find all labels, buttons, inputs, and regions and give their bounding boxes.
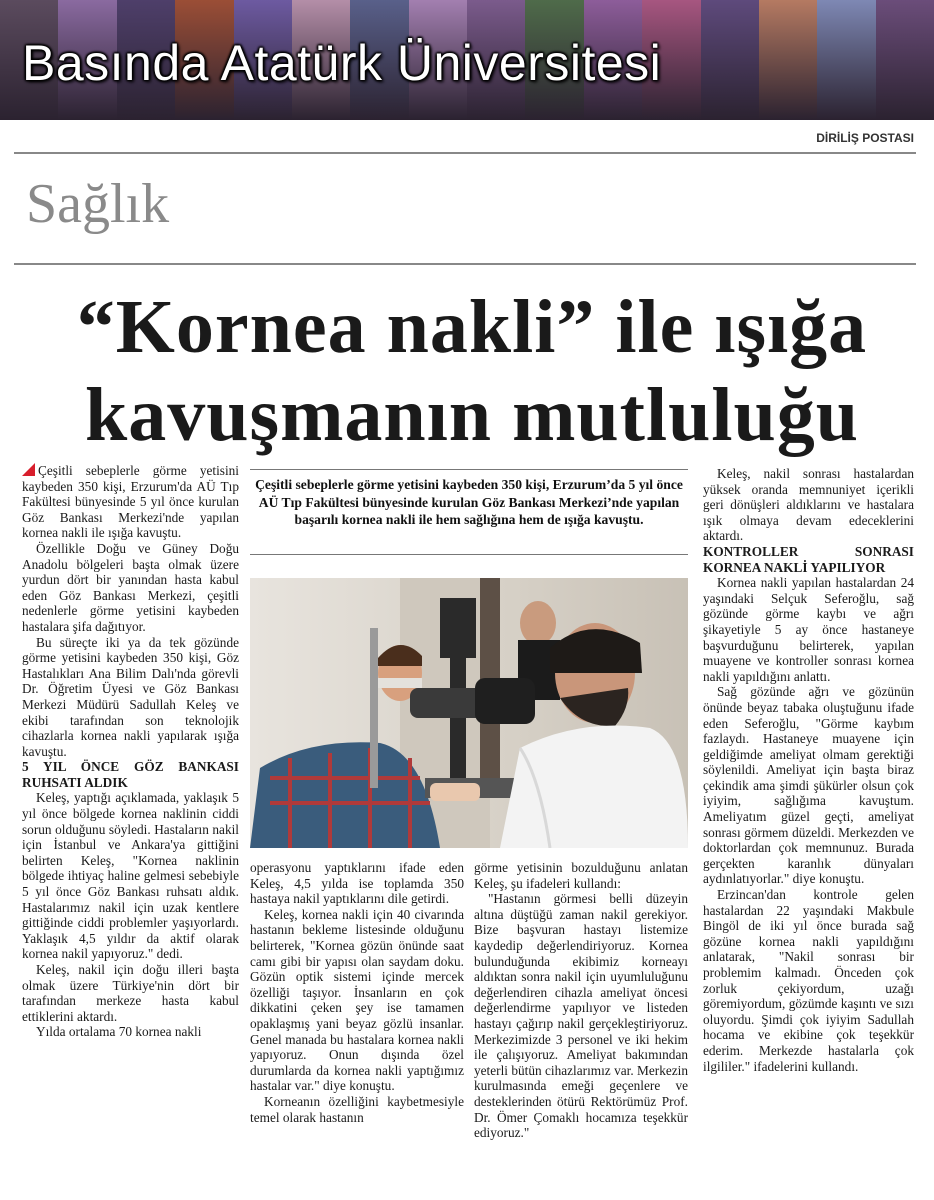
section-title: Sağlık bbox=[26, 173, 170, 235]
paragraph: Keleş, kornea nakli için 40 civarında hastanın bekleme listesinde olduğunu belirterek, "Kornea gözün önünde saat camı gibi bir yapısı olan saydam doku. Gözün optik sistemi içinde mercek özelliği taşıyor. İnsanların en çok dikkatini çeken şey ise tamamen opaklaşmış yani beyaz gözlü insanlar. Genel manada bu hastalara kornea nakli yapıyoruz. Onun dışında özel durumlarda da kornea nakli yaptığımız hastalar var." diye konuştu. bbox=[250, 906, 464, 1094]
paragraph: operasyonu yaptıklarını ifade eden Keleş, 4,5 yılda ise toplamda 350 hastaya nakil yaptıklarını dile getirdi. bbox=[250, 860, 464, 907]
red-triangle-icon bbox=[22, 463, 35, 476]
banner-photo-tile bbox=[876, 0, 934, 120]
article-headline bbox=[24, 283, 920, 459]
newspaper-source: DİRİLİŞ POSTASI bbox=[816, 131, 914, 145]
paragraph: Yılda ortalama 70 kornea nakli bbox=[36, 1024, 202, 1040]
subheading: 5 YIL ÖNCE GÖZ BANKASI RUHSATI ALDIK bbox=[22, 759, 239, 790]
article-column-4 bbox=[703, 466, 914, 1074]
paragraph: "Hastanın görmesi belli düzeyin altına düştüğü zaman nakil gerekiyor. Bize başvuran hastayı listemize kaydedip değerlendiriyoruz. Kornea bulunduğunda ekibimiz korneayı aldıktan sonra nakil için uyumluluğunu değerlendiren cihazla ameliyat öncesi değerlendirme yapılıyor ve listeden hastayı çağırıp nakil gerçekleştiriyoruz. Merkezimizde 3 personel ve iki hekim ile çalışıyoruz. Ameliyat bakımından yeterli bütün cihazlarımız var. Merkezin kurulmasında emeği geçenlere ve desteklerinden ötürü Rektörümüz Prof. Dr. Ömer Çomaklı hocamıza teşekkür ediyoruz." bbox=[474, 891, 688, 1141]
article-column-2 bbox=[250, 860, 464, 1125]
headline-line-1: “Kornea nakli” ile ışığa bbox=[76, 285, 868, 369]
lead-paragraph: Çeşitli sebeplerle görme yetisini kaybeden 350 kişi, Erzurum'da AÜ Tıp Fakültesi bünyesinde 5 yıl önce kurulan Göz Bankası Merkezi'nde yapılan kornea nakli ile ışığa kavuştu. bbox=[22, 463, 239, 541]
paragraph: Keleş, nakil için doğu illeri başta olmak üzere Türkiye'nin dört bir tarafından merkeze hasta kabul ettiklerini aktardı. bbox=[22, 962, 239, 1024]
section-divider bbox=[14, 263, 916, 265]
banner-photo-tile bbox=[759, 0, 817, 120]
paragraph: görme yetisinin bozulduğunu anlatan Keleş, şu ifadeleri kullandı: bbox=[474, 860, 688, 891]
paragraph: Bu süreçte iki ya da tek gözünde görme yetisini kaybeden 350 kişi, Göz Hastalıkları Ana Bilim Dalı'nda görevli Dr. Öğretim Üyesi ve Göz Bankası Merkezi Müdürü Sadullah Keleş ve ekibi tarafından son teknolojik cihazlarla kornea nakli yapılarak ışığa kavuştu. bbox=[22, 634, 239, 759]
paragraph: Sağ gözünde ağrı ve gözünün önünde beyaz tabaka oluştuğunu ifade eden Seferoğlu, "Görme kaybım fazlaydı. Hastaneye muayene için geldiğimde ameliyat olmam gerektiği söylenildi. Ameliyat için başta biraz çekindik ama şimdi şükürler olsun çok iyiyim, sağlığıma kavuştum. Ameliyatım güzel geçti, ameliyat sonrası görmem düzeldi. Merkezden ve doktorlardan çok memnunuz. Burada gerçekten karanlık dünyaları aydınlatıyorlar." diye konuştu. bbox=[703, 684, 914, 887]
top-divider bbox=[14, 152, 916, 154]
photo-illustration bbox=[250, 578, 688, 848]
banner-photo-tile bbox=[701, 0, 759, 120]
article-photo bbox=[250, 578, 688, 848]
paragraph: Keleş, yaptığı açıklamada, yaklaşık 5 yıl önce bölgede kornea naklinin ciddi sorun olduğunu söyledi. Hastaların nakil için İstanbul ve Ankara'ya gittiğini belirten Keleş, "Kornea naklinin bölgede ihtiyaç haline gelmesi sebebiyle 5 yıl önce Göz Bankası ruhsatı aldık. Hastalarımız nakil için uzak kentlere gittiğinde ciddi problemler yaşıyorlardı. Yaklaşık 4,5 yıldır da aktif olarak kornea nakil yapıyoruz." dedi. bbox=[22, 790, 239, 962]
paragraph: Özellikle Doğu ve Güney Doğu Anadolu bölgeleri başta olmak üzere yurdun dört bir yanından hasta kabul eden Göz Bankası Merkezi, çeşitli nedenlerle görme yetisini kaybeden hastalara şifa dağıtıyor. bbox=[22, 540, 239, 634]
headline-line-2: kavuşmanın mutluluğu bbox=[85, 373, 859, 457]
paragraph: Erzincan'dan kontrole gelen hastalardan 22 yaşındaki Makbule Bingöl de iki yıl önce burada sağ gözüne kornea nakli yapıldığını anlatarak, "Nakil sonrası bir problemim kalmadı. Önceden çok zorluk çekiyordum, uzağı göremiyordum, gözümde kaşıntı ve sızı oluyordu. Şimdi çok iyiyim Sadullah hocama ve ekibine çok teşekkür ederim. Merkezde hastalarla çok ilgililer." ifadelerini kullandı. bbox=[703, 887, 914, 1074]
paragraph: Kornea nakli yapılan hastalardan 24 yaşındaki Selçuk Seferoğlu, sağ gözünde görme kaybı ve ağrı şikayetiyle 5 ay önce hastaneye başvurduğunu belirterek, yapılan muayene ve kontroller sonrası kornea nakli yapıldığını anlattı. bbox=[703, 575, 914, 684]
article-column-3 bbox=[474, 860, 688, 1141]
article-column-1 bbox=[22, 463, 239, 1040]
subheading: KONTROLLER SONRASI KORNEA NAKLİ YAPILIYOR bbox=[703, 543, 914, 575]
paragraph: Keleş, nakil sonrası hastalardan yüksek oranda memnuniyet içerikli geri dönüşleri aldıklarını ve hastalara ışık olmaya devam edeceklerini aktardı. bbox=[703, 466, 914, 544]
pull-quote-text: Çeşitli sebeplerle görme yetisini kaybeden 350 kişi, Erzurum’da 5 yıl önce AÜ Tıp Fakültesi bünyesinde kurulan Göz Bankası Merkezi’nde yapılan başarılı kornea nakli ile hem sağlığına hem de ışığa kavuştu. bbox=[255, 477, 683, 527]
banner-photo-tile bbox=[817, 0, 875, 120]
banner-title: Basında Atatürk Üniversitesi bbox=[22, 35, 662, 91]
pull-quote bbox=[250, 469, 688, 555]
paragraph: Korneanın özelliğini kaybetmesiyle temel olarak hastanın bbox=[250, 1093, 464, 1125]
